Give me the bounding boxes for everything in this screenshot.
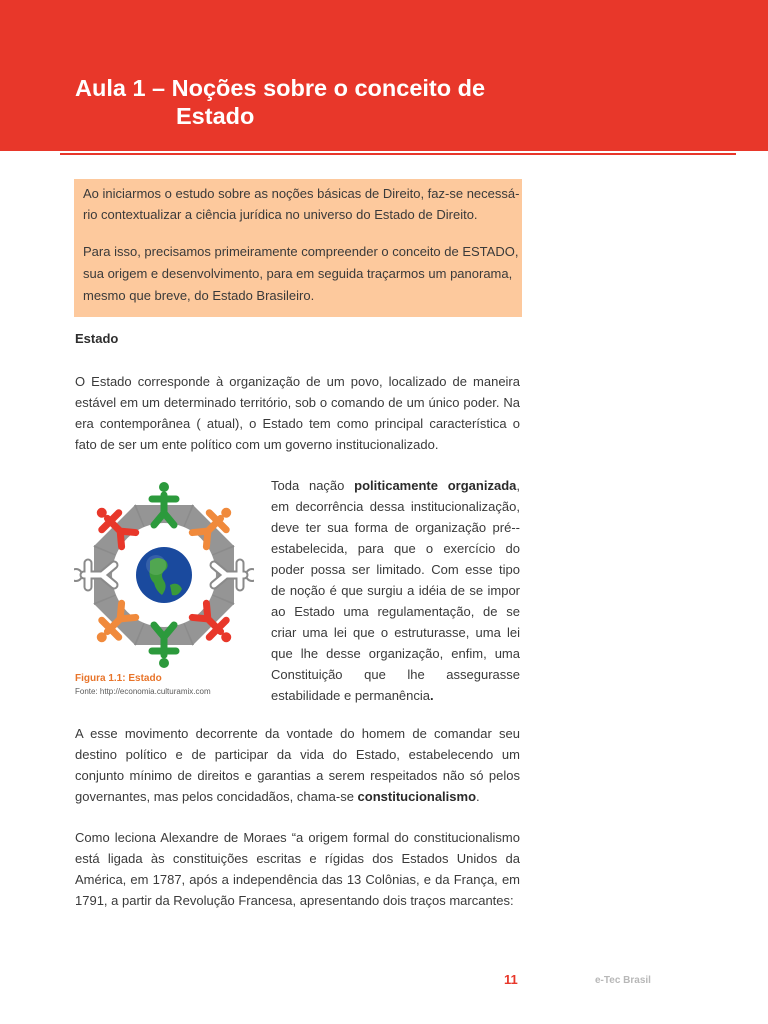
paragraph-4: Como leciona Alexandre de Moraes “a origem formal do constitucionalismo está ligada às constituições escritas e rígidas dos Estados Unidos da América, em 1787, após a independência das 13 Colônias, e da França, em 1791, a partir da Revolução Francesa, apresentando dois traços marcantes: — [75, 830, 520, 908]
intro-line: mesmo que breve, do Estado Brasileiro. — [83, 288, 315, 303]
figure-estado — [74, 475, 254, 675]
paragraph-3-body: A esse movimento decorrente da vontade do homem de comandar seu destino político e de participar da vida do Estado, estabelecendo um conjunto mínimo de direitos e garantias a serem respeitados não só pelos governantes, mas pelos concidadãos, chama-se — [75, 726, 520, 804]
figure-source: Fonte: http://economia.culturamix.com — [75, 687, 211, 696]
paragraph-1: O Estado corresponde à organização de um povo, localizado de maneira estável em um determinado território, sob o comando de um único poder. Na era contemporânea ( atual), o Estado tem como principal característica o fato de ser um ente político com um governo institucionalizado. — [75, 374, 520, 452]
intro-line: Para isso, precisamos primeiramente compreender o conceito de ESTADO, — [83, 244, 519, 259]
intro-line: rio contextualizar a ciência jurídica no universo do Estado de Direito. — [83, 207, 478, 222]
figure-caption: Figura 1.1: Estado — [75, 673, 162, 684]
page-number: 11 — [504, 972, 518, 987]
paragraph-3-end: . — [476, 789, 480, 804]
series-label: e-Tec Brasil — [595, 975, 651, 986]
intro-box — [74, 179, 522, 317]
paragraph-2-body: , em decorrência dessa institucionalização, deve ter sua forma de organização pré--estabelecida, para que o exercício do poder possa ser limitado. Com esse tipo de noção é que surgiu a idéia de se impor ao Estado uma regulamentação, de se criar uma lei que o estruturasse, uma lei que lhe desse organização, enfim, uma Constituição que lhe assegurasse estabilidade e permanência — [271, 478, 520, 703]
header-rule — [60, 153, 736, 155]
intro-line: Ao iniciarmos o estudo sobre as noções básicas de Direito, faz-se necessá- — [83, 186, 520, 201]
paragraph-3 — [75, 723, 520, 807]
globe-icon — [136, 547, 192, 603]
paragraph-2-intro: Toda nação — [271, 478, 355, 493]
paragraph-2-end: . — [430, 688, 434, 703]
title-line-1: Aula 1 – Noções sobre o conceito de — [75, 75, 486, 101]
title-line-2: Estado — [176, 103, 255, 129]
intro-line: sua origem e desenvolvimento, para em seguida traçarmos um panorama, — [83, 266, 513, 281]
paragraph-3-emphasis: constitucionalismo — [357, 789, 477, 804]
paragraph-2 — [271, 475, 520, 706]
section-heading: Estado — [75, 331, 119, 346]
page-title — [75, 74, 485, 130]
paragraph-2-emphasis: politicamente organizada — [354, 478, 517, 493]
